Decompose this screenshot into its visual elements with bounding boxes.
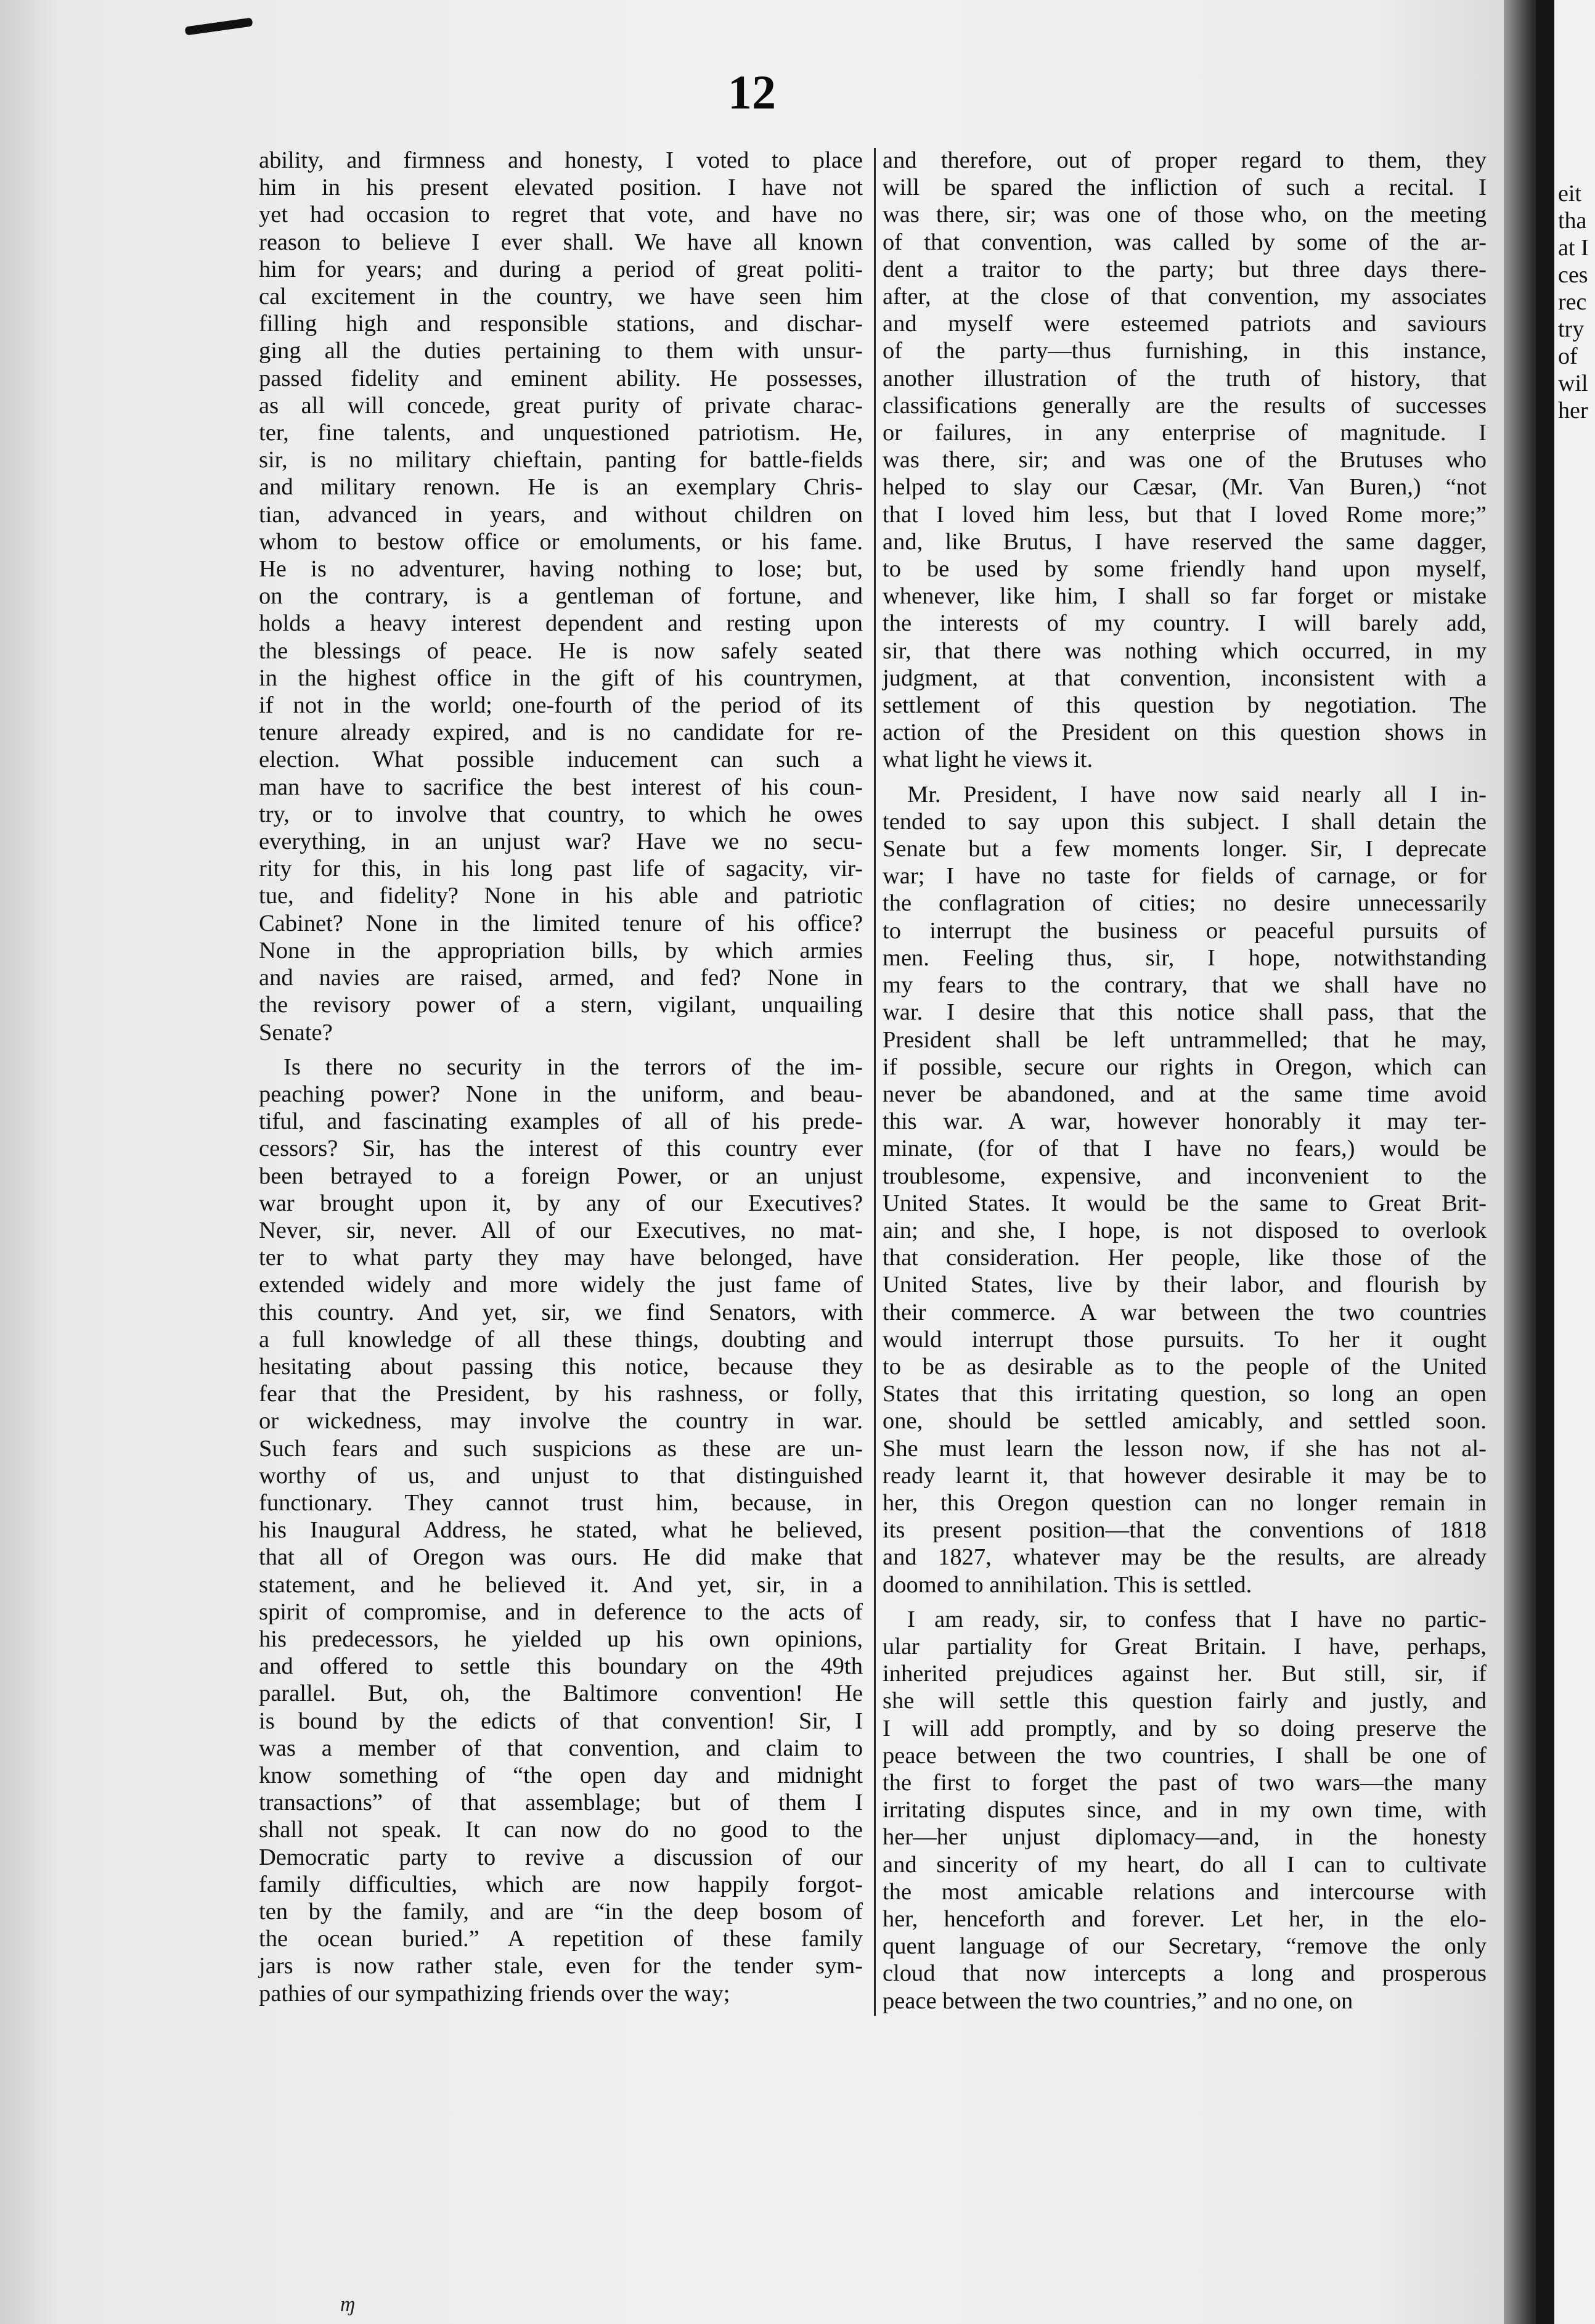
text-line: the revisory power of a stern, vigilant, unquailing	[259, 992, 863, 1018]
text-line: cloud that now intercepts a long and prosperous	[883, 1960, 1487, 1987]
text-line: helped to slay our Cæsar, (Mr. Van Buren,) “not	[883, 474, 1487, 501]
text-line: ten by the family, and are “in the deep bosom of	[259, 1899, 863, 1925]
text-line: family difficulties, which are now happily forgot-	[259, 1871, 863, 1897]
text-line: the most amicable relations and intercourse with	[883, 1878, 1487, 1905]
bottom-mark: ɱ	[340, 2293, 356, 2316]
text-line: ter, fine talents, and unquestioned patriotism. He,	[259, 420, 863, 446]
text-line: Mr. President, I have now said nearly all I in-	[907, 781, 1487, 808]
text-line: spirit of compromise, and in deference to the acts of	[259, 1598, 863, 1625]
text-line: pathies of our sympathizing friends over the way;	[259, 1980, 730, 2007]
text-line: judgment, at that convention, inconsistent with a	[883, 665, 1487, 691]
text-line: I am ready, sir, to confess that I have no partic-	[907, 1606, 1487, 1632]
text-line: States that this irritating question, so long an open	[883, 1381, 1487, 1407]
text-line: is bound by the edicts of that convention! Sir, I	[259, 1708, 863, 1734]
gutter-shadow	[1536, 0, 1554, 2324]
text-line: Is there no security in the terrors of the im-	[284, 1054, 863, 1080]
text-line: transactions” of that assemblage; but of them I	[259, 1790, 863, 1816]
text-line: reason to believe I ever shall. We have all known	[259, 229, 863, 255]
text-line: whenever, like him, I shall so far forget or mistake	[883, 583, 1487, 610]
text-line: and 1827, whatever may be the results, are already	[883, 1544, 1487, 1571]
text-line: President shall be left untrammelled; that he may,	[883, 1026, 1487, 1053]
text-line: ular partiality for Great Britain. I have, perhaps,	[883, 1633, 1487, 1659]
text-line: what light he views it.	[883, 747, 1093, 773]
text-line: this country. And yet, sir, we find Senators, with	[259, 1299, 863, 1325]
text-line: as all will concede, great purity of private charac-	[259, 392, 863, 419]
right-column	[883, 147, 1487, 2015]
text-line: never be abandoned, and at the same time avoid	[883, 1081, 1487, 1107]
text-line: yet had occasion to regret that vote, and have no	[259, 202, 863, 228]
text-line: irritating disputes since, and in my own time, with	[883, 1797, 1487, 1823]
text-line: that all of Oregon was ours. He did make that	[259, 1544, 863, 1571]
text-line: Democratic party to revive a discussion of our	[259, 1844, 863, 1870]
text-line: United States, live by their labor, and flourish by	[883, 1272, 1487, 1298]
text-line: United States. It would be the same to Great Brit-	[883, 1190, 1487, 1216]
text-line: and sincerity of my heart, do all I can to cultivate	[883, 1851, 1487, 1878]
text-line: Never, sir, never. All of our Executives, no mat-	[259, 1217, 863, 1243]
text-line: on the contrary, is a gentleman of fortune, and	[259, 583, 863, 610]
text-line: that I loved him less, but that I loved Rome more;”	[883, 501, 1487, 528]
text-line: rity for this, in his long past life of sagacity, vir-	[259, 856, 863, 882]
next-page-edge	[1554, 0, 1595, 2324]
text-line: a full knowledge of all these things, doubting and	[259, 1326, 863, 1352]
text-line: and military renown. He is an exemplary Chris-	[259, 474, 863, 501]
text-line: None in the appropriation bills, by which armies	[259, 937, 863, 964]
text-line: jars is now rather stale, even for the tender sym-	[259, 1953, 863, 1979]
page-number: 12	[728, 65, 776, 119]
text-line: and navies are raised, armed, and fed? None in	[259, 965, 863, 991]
text-line: filling high and responsible stations, and dischar-	[259, 311, 863, 337]
text-line: her, this Oregon question can no longer remain in	[883, 1489, 1487, 1516]
text-line: the ocean buried.” A repetition of these family	[259, 1926, 863, 1952]
text-line: after, at the close of that convention, my associates	[883, 284, 1487, 310]
text-line: if possible, secure our rights in Oregon, which can	[883, 1054, 1487, 1080]
text-line: or wickedness, may involve the country in war.	[259, 1408, 863, 1434]
text-line: to be as desirable as to the people of the United	[883, 1353, 1487, 1380]
text-line: She must learn the lesson now, if she has not al-	[883, 1435, 1487, 1462]
text-line: another illustration of the truth of history, that	[883, 365, 1487, 391]
text-line: cessors? Sir, has the interest of this country ever	[259, 1135, 863, 1162]
text-line: and therefore, out of proper regard to them, they	[883, 147, 1487, 173]
text-line: of that convention, was called by some of the ar-	[883, 229, 1487, 255]
text-line: try, or to involve that country, to which he owes	[259, 801, 863, 827]
paragraph-gap	[883, 774, 1487, 781]
text-line: that consideration. Her people, like those of the	[883, 1245, 1487, 1271]
text-line: and, like Brutus, I have reserved the same dagger,	[883, 528, 1487, 555]
text-line: war brought upon it, by any of our Executives?	[259, 1190, 863, 1216]
text-line: tiful, and fascinating examples of all of his prede-	[259, 1108, 863, 1135]
text-line: one, should be settled amicably, and settled soon.	[883, 1408, 1487, 1434]
text-line: shall not speak. It can now do no good to the	[259, 1817, 863, 1843]
text-line: ain; and she, I hope, is not disposed to overlook	[883, 1217, 1487, 1243]
text-line: holds a heavy interest dependent and resting upon	[259, 610, 863, 637]
text-line: minate, (for of that I have no fears,) would be	[883, 1135, 1487, 1162]
text-line: inherited prejudices against her. But still, sir, if	[883, 1661, 1487, 1687]
text-line: fear that the President, by his rashness, or folly,	[259, 1381, 863, 1407]
text-line: and myself were esteemed patriots and saviours	[883, 311, 1487, 337]
next-page-fragment: at I	[1558, 235, 1589, 261]
text-line: dent a traitor to the party; but three days there-	[883, 256, 1487, 282]
text-line: my fears to the contrary, that we shall have no	[883, 972, 1487, 999]
text-line: statement, and he believed it. And yet, sir, in a	[259, 1571, 863, 1598]
text-line: Senate but a few moments longer. Sir, I deprecate	[883, 836, 1487, 862]
text-line: Senate?	[259, 1019, 333, 1045]
text-line: He is no adventurer, having nothing to lose; but,	[259, 556, 863, 583]
text-line: tended to say upon this subject. I shall detain the	[883, 808, 1487, 835]
text-line: action of the President on this question shows in	[883, 719, 1487, 746]
text-line: troublesome, expensive, and inconvenient to the	[883, 1163, 1487, 1189]
text-line: settlement of this question by negotiation. The	[883, 692, 1487, 719]
text-line: their commerce. A war between the two countries	[883, 1299, 1487, 1325]
text-line: election. What possible inducement can such a	[259, 747, 863, 773]
next-page-fragment: try	[1558, 316, 1585, 342]
text-line: ter to what party they may have belonged, have	[259, 1245, 863, 1271]
text-line: war. I desire that this notice shall pass, that the	[883, 999, 1487, 1026]
text-line: its present position—that the conventions of 1818	[883, 1517, 1487, 1544]
text-line: the interests of my country. I will barely add,	[883, 610, 1487, 637]
next-page-fragment: ces	[1558, 262, 1588, 288]
text-line: doomed to annihilation. This is settled.	[883, 1571, 1252, 1598]
text-line: in the highest office in the gift of his countrymen,	[259, 665, 863, 691]
text-line: peace between the two countries,” and no one, on	[883, 1987, 1353, 2014]
left-column	[259, 147, 863, 2007]
text-line: or failures, in any enterprise of magnitude. I	[883, 420, 1487, 446]
text-line: hesitating about passing this notice, because they	[259, 1353, 863, 1380]
text-line: the first to forget the past of two wars—the many	[883, 1769, 1487, 1796]
text-line: tue, and fidelity? None in his able and patriotic	[259, 883, 863, 909]
text-line: cal excitement in the country, we have seen him	[259, 284, 863, 310]
text-line: whom to bestow office or emoluments, or his fame.	[259, 528, 863, 555]
text-line: I will add promptly, and by so doing preserve the	[883, 1715, 1487, 1741]
text-line: of the party—thus furnishing, in this instance,	[883, 338, 1487, 364]
text-line: him in his present elevated position. I have not	[259, 174, 863, 201]
text-line: ging all the duties pertaining to them with unsur-	[259, 338, 863, 364]
text-line: sir, is no military chieftain, panting for battle-fields	[259, 447, 863, 473]
text-line: parallel. But, oh, the Baltimore convention! He	[259, 1680, 863, 1707]
text-line: would interrupt those pursuits. To her it ought	[883, 1326, 1487, 1352]
text-line: war; I have no taste for fields of carnage, or for	[883, 863, 1487, 890]
text-line: she will settle this question fairly and justly, and	[883, 1688, 1487, 1714]
text-line: been betrayed to a foreign Power, or an unjust	[259, 1163, 863, 1189]
text-line: functionary. They cannot trust him, because, in	[259, 1489, 863, 1516]
text-line: this war. A war, however honorably it may ter-	[883, 1108, 1487, 1135]
text-line: him for years; and during a period of great politi-	[259, 256, 863, 282]
text-line: to interrupt the business or peaceful pursuits of	[883, 917, 1487, 944]
next-page-fragment: of	[1558, 343, 1578, 369]
next-page-fragment: rec	[1558, 289, 1587, 315]
text-line: her—her unjust diplomacy—and, in the honesty	[883, 1824, 1487, 1851]
next-page-fragment: wil	[1558, 370, 1588, 396]
text-line: ability, and firmness and honesty, I voted to place	[259, 147, 863, 173]
text-line: classifications generally are the results of successes	[883, 392, 1487, 419]
text-line: his predecessors, he yielded up his own opinions,	[259, 1626, 863, 1652]
text-line: tian, advanced in years, and without children on	[259, 501, 863, 528]
text-line: and offered to settle this boundary on the 49th	[259, 1653, 863, 1680]
text-line: quent language of our Secretary, “remove the only	[883, 1933, 1487, 1960]
text-line: was there, sir; and was one of the Brutuses who	[883, 447, 1487, 473]
text-line: the blessings of peace. He is now safely seated	[259, 637, 863, 664]
text-line: her, henceforth and forever. Let her, in the elo-	[883, 1906, 1487, 1932]
text-line: was there, sir; was one of those who, on the meeting	[883, 202, 1487, 228]
text-line: worthy of us, and unjust to that distinguished	[259, 1462, 863, 1489]
text-line: everything, in an unjust war? Have we no secu-	[259, 829, 863, 855]
text-line: men. Feeling thus, sir, I hope, notwithstanding	[883, 944, 1487, 971]
text-line: will be spared the infliction of such a recital. I	[883, 174, 1487, 201]
text-line: if not in the world; one-fourth of the period of its	[259, 692, 863, 719]
next-page-fragment: her	[1558, 398, 1588, 423]
column-divider	[874, 148, 876, 2016]
text-line: peace between the two countries, I shall be one of	[883, 1742, 1487, 1769]
text-line: passed fidelity and eminent ability. He possesses,	[259, 365, 863, 391]
text-line: ready learnt it, that however desirable it may be to	[883, 1462, 1487, 1489]
text-line: was a member of that convention, and claim to	[259, 1735, 863, 1761]
text-line: sir, that there was nothing which occurred, in my	[883, 637, 1487, 664]
text-line: peaching power? None in the uniform, and beau-	[259, 1081, 863, 1107]
text-line: his Inaugural Address, he stated, what he believed,	[259, 1517, 863, 1544]
text-line: to be used by some friendly hand upon myself,	[883, 556, 1487, 583]
text-line: tenure already expired, and is no candidate for re-	[259, 719, 863, 746]
next-page-fragment: eit	[1558, 181, 1581, 207]
text-line: man have to sacrifice the best interest of his coun-	[259, 774, 863, 800]
text-line: Cabinet? None in the limited tenure of his office?	[259, 910, 863, 936]
text-line: the conflagration of cities; no desire unnecessarily	[883, 890, 1487, 917]
paragraph-gap	[259, 1046, 863, 1054]
text-line: extended widely and more widely the just fame of	[259, 1272, 863, 1298]
text-line: Such fears and such suspicions as these are un-	[259, 1435, 863, 1462]
next-page-fragment: tha	[1558, 208, 1587, 234]
paragraph-gap	[883, 1598, 1487, 1606]
text-line: know something of “the open day and midnight	[259, 1762, 863, 1788]
